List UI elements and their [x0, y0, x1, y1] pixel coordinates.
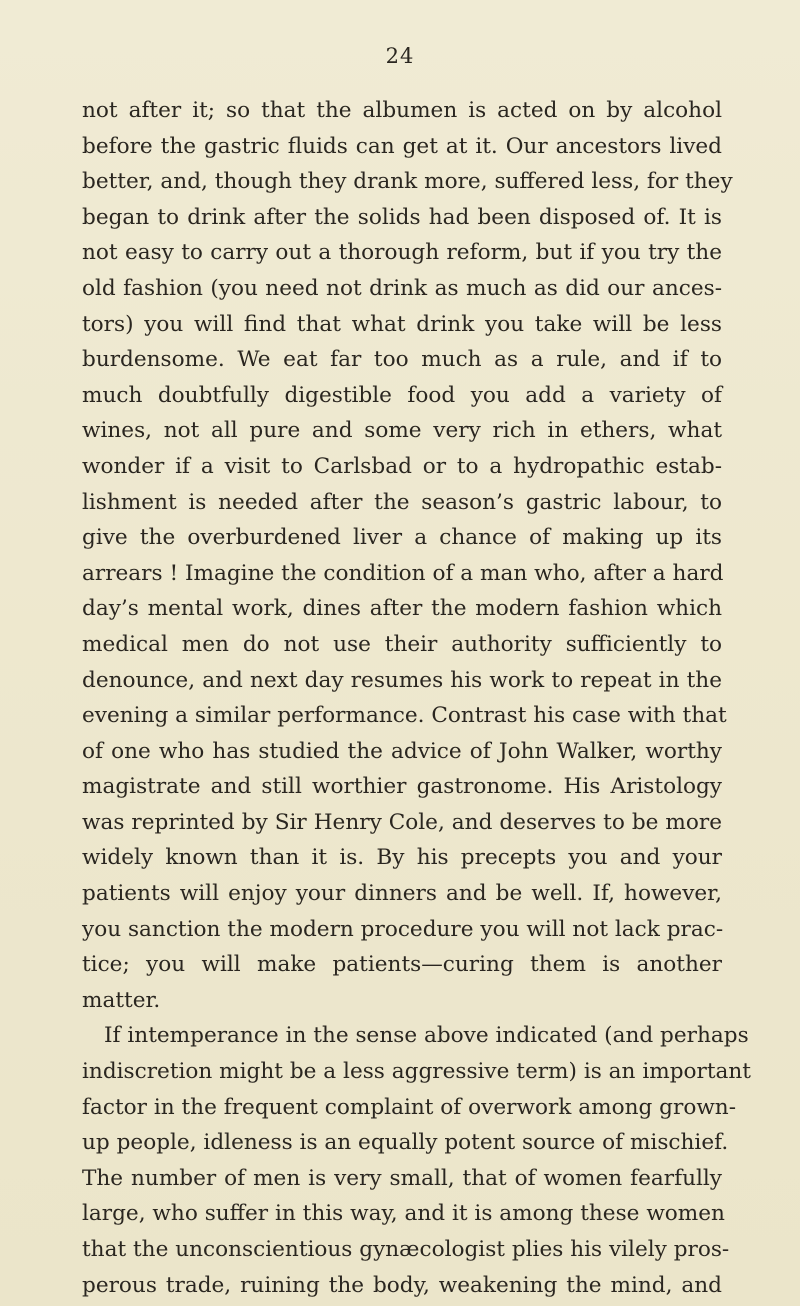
text-line: that the unconscientious gynæcologist plies his vilely pros- [82, 1237, 730, 1262]
text-line: burdensome. We eat far too much as a rule, and if to [82, 347, 722, 373]
text-line: tice; you will make patients—curing them is another [82, 952, 722, 978]
paragraph-end-line: matter. [82, 987, 161, 1013]
text-line: you sanction the modern procedure you will not lack prac- [82, 916, 724, 942]
text-line: wines, not all pure and some very rich in ethers, what [82, 418, 722, 444]
text-line: arrears ! Imagine the condition of a man who, after a hard [82, 560, 724, 586]
text-line: patients will enjoy your dinners and be well. If, however, [82, 881, 722, 907]
text-line: better, and, though they drank more, suffered less, for they [82, 169, 733, 195]
text-line: began to drink after the solids had been disposed of. It is [82, 204, 722, 230]
text-line: old fashion (you need not drink as much as did our ances- [82, 275, 722, 301]
text-line: perous trade, ruining the body, weakening the mind, and [82, 1272, 722, 1298]
text-line: not after it; so that the albumen is acted on by alcohol [82, 98, 722, 123]
text-line: day’s mental work, dines after the modern fashion which [82, 596, 722, 622]
text-line: give the overburdened liver a chance of making up its [82, 525, 722, 551]
text-line: factor in the frequent complaint of overwork among grown- [82, 1094, 737, 1120]
page-number: 24 [385, 44, 415, 68]
text-line: not easy to carry out a thorough reform, but if you try the [82, 240, 722, 266]
paragraph-start-line: If intemperance in the sense above indicated (and perhaps [104, 1023, 749, 1049]
text-line: The number of men is very small, that of women fearfully [82, 1165, 722, 1191]
text-line: wonder if a visit to Carlsbad or to a hydropathic estab- [82, 453, 722, 479]
text-line: large, who suffer in this way, and it is among these women [82, 1201, 725, 1227]
text-line: of one who has studied the advice of John Walker, worthy [82, 738, 722, 764]
text-line: was reprinted by Sir Henry Cole, and deserves to be more [82, 809, 722, 835]
text-line: up people, idleness is an equally potent source of mischief. [82, 1130, 729, 1156]
text-line: magistrate and still worthier gastronome. His Aristology [82, 774, 722, 800]
text-line: tors) you will find that what drink you take will be less [82, 311, 722, 337]
body-text [82, 93, 751, 1303]
text-line: lishment is needed after the season’s gastric labour, to [82, 489, 722, 515]
text-line: medical men do not use their authority sufficiently to [82, 631, 722, 657]
text-line: much doubtfully digestible food you add a variety of [82, 382, 722, 408]
text-line: evening a similar performance. Contrast his case with that [82, 703, 727, 729]
text-line: denounce, and next day resumes his work to repeat in the [82, 667, 722, 693]
text-line: before the gastric fluids can get at it. Our ancestors lived [82, 133, 722, 159]
text-line: indiscretion might be a less aggressive term) is an important [82, 1059, 751, 1085]
text-line: widely known than it is. By his precepts you and your [82, 845, 722, 871]
